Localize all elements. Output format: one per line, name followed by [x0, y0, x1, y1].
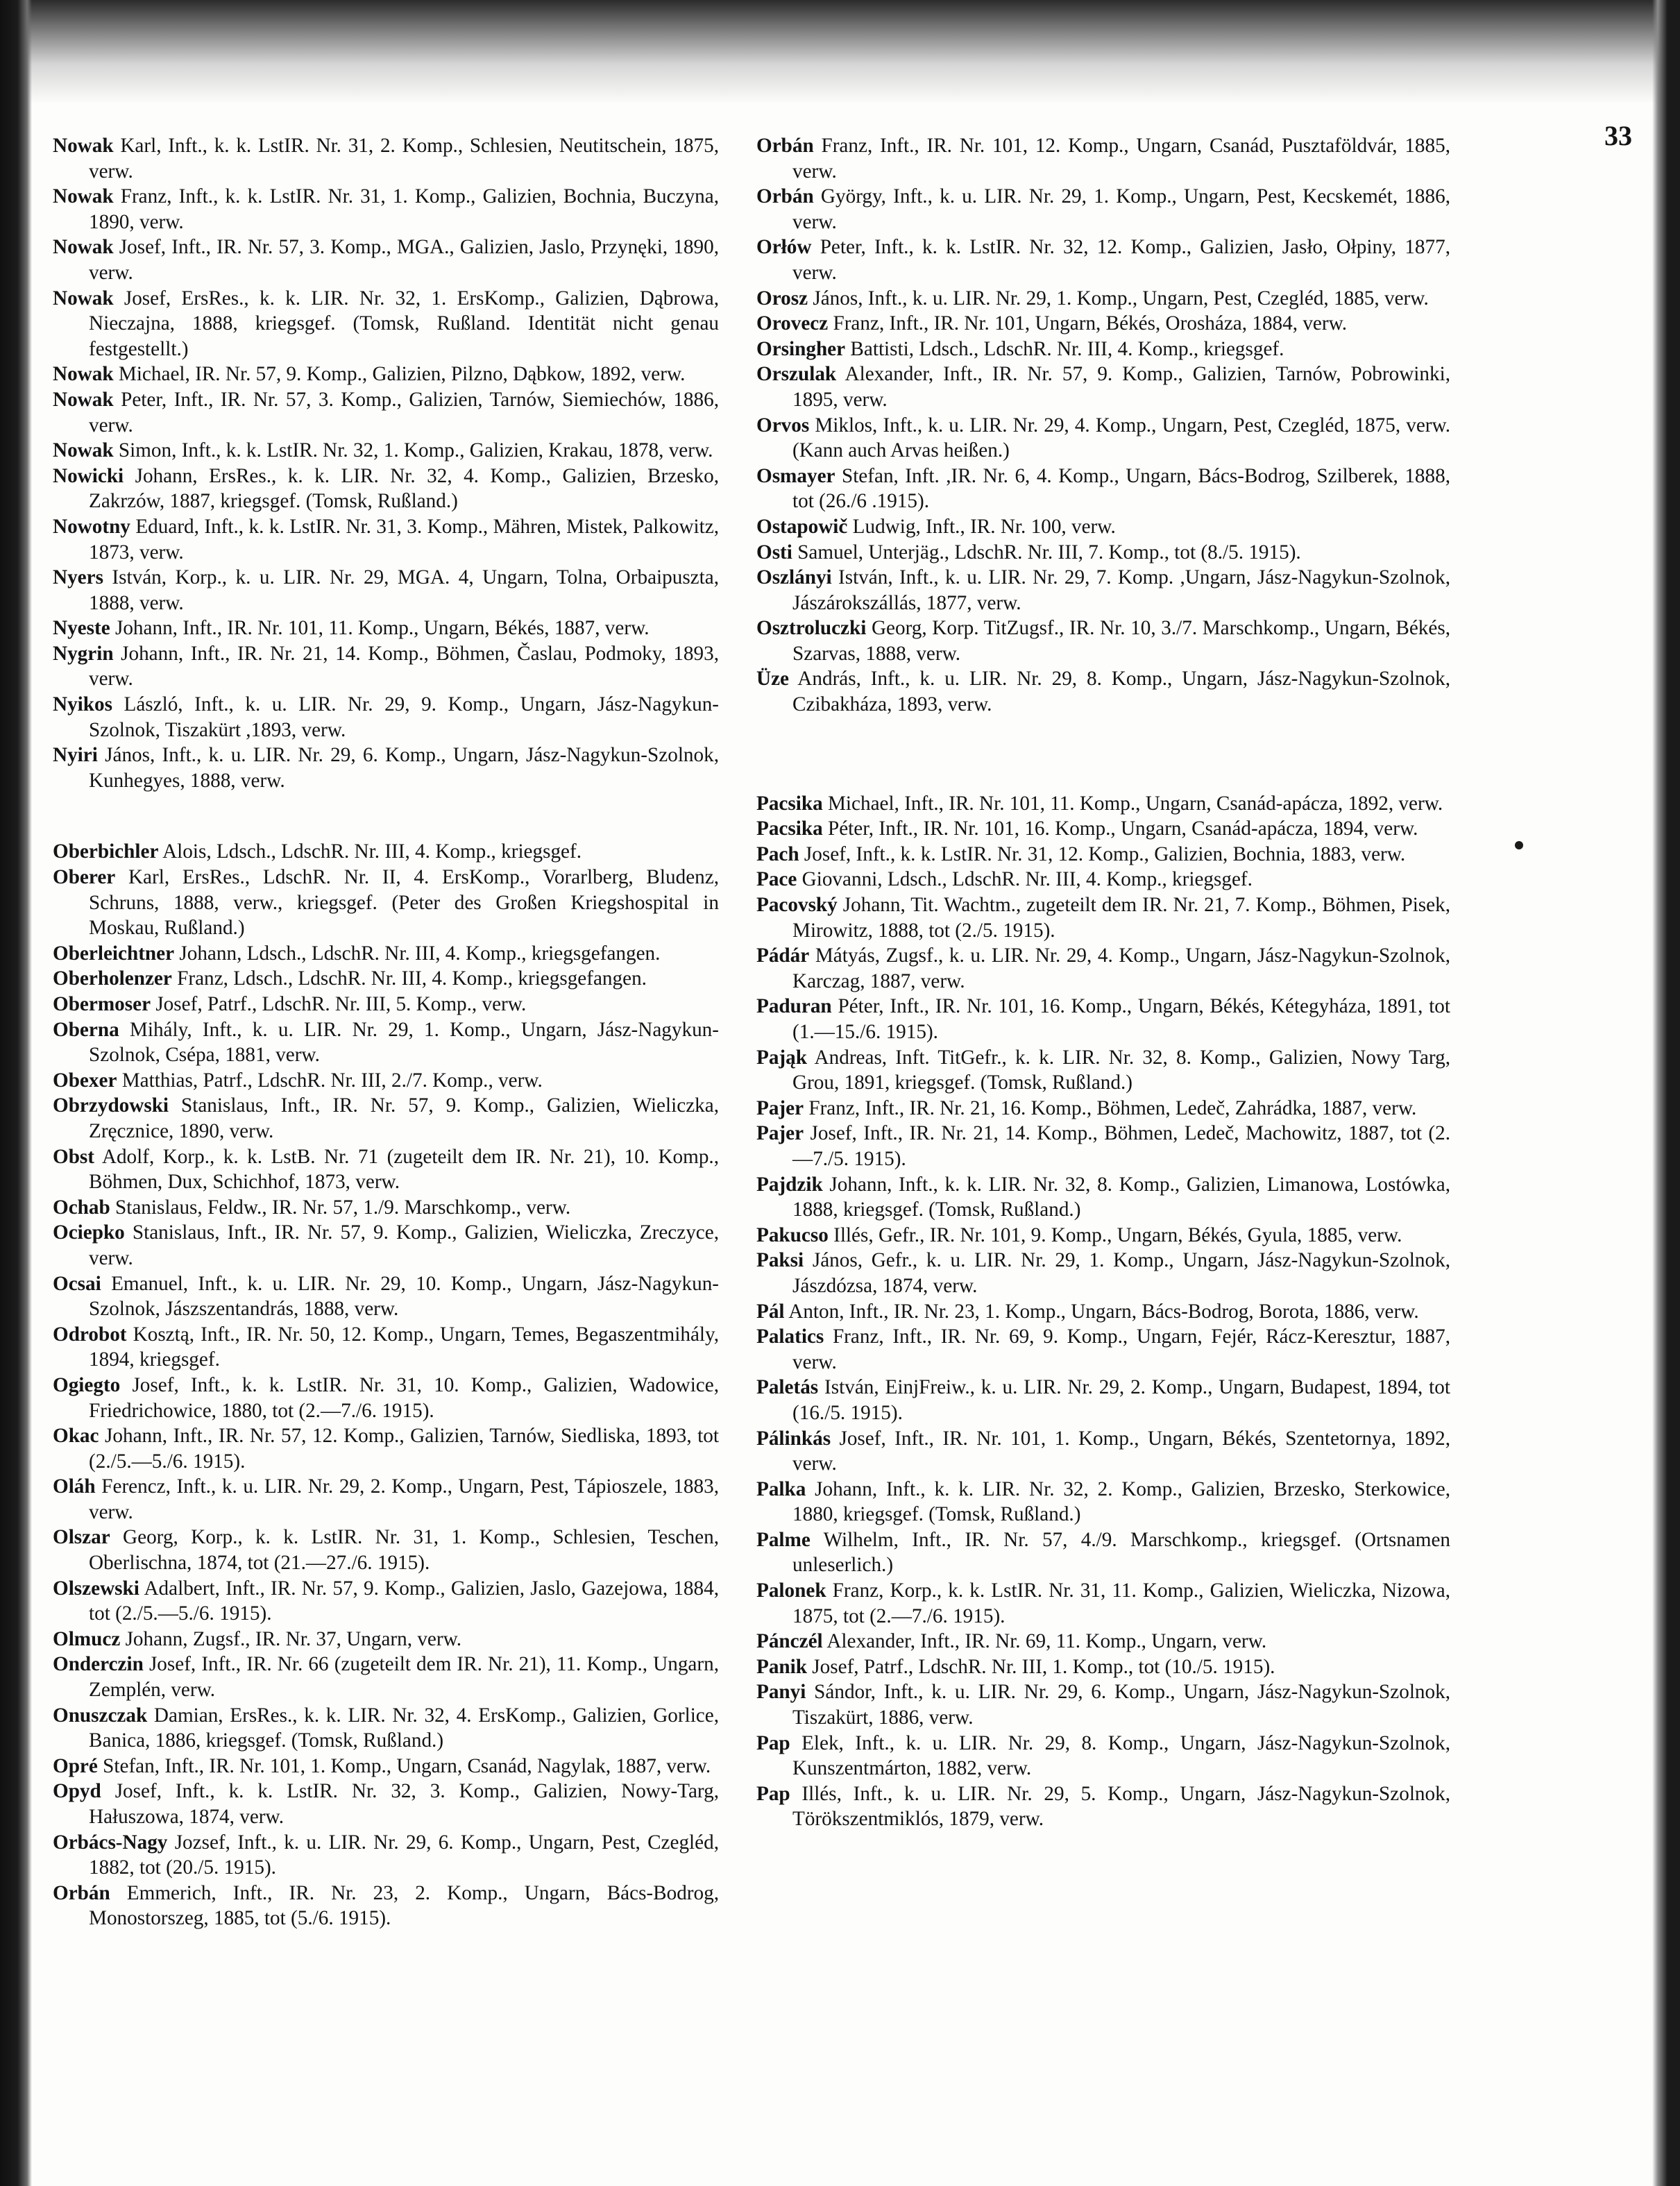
list-entry — [53, 966, 719, 992]
entry-details: Georg, Korp., k. k. LstIR. Nr. 31, 1. Komp., Schlesien, Teschen, Oberlischna, 1874, tot (21.—27./6. 1915). — [89, 1526, 719, 1575]
entry-surname: Pál — [756, 1300, 785, 1323]
entry-details: Josef, Inft., k. k. LstIR. Nr. 31, 10. Komp., Galizien, Wadowice, Friedrichowice, 1880, tot (2.—7./6. 1915). — [89, 1373, 720, 1422]
entry-surname: Pajer — [756, 1122, 804, 1145]
entry-details: Matthias, Patrf., LdschR. Nr. III, 2./7. Komp., verw. — [121, 1069, 543, 1092]
list-entry — [756, 1654, 1450, 1680]
list-entry — [53, 438, 719, 464]
entry-surname: Nowotny — [53, 515, 130, 538]
list-entry — [53, 1779, 719, 1829]
list-entry — [53, 1754, 719, 1779]
entry-surname: Pap — [756, 1731, 790, 1754]
list-entry — [53, 839, 719, 865]
list-entry — [53, 1881, 719, 1931]
entry-surname: Pajdzik — [756, 1173, 823, 1196]
entry-details: János, Gefr., k. u. LIR. Nr. 29, 1. Komp., Ungarn, Jász-Nagykun-Szolnok, Jászdózsa, 1874, verw. — [792, 1249, 1450, 1297]
list-entry — [756, 1527, 1450, 1578]
entry-surname: Pajer — [756, 1096, 804, 1119]
entry-details: Alois, Ldsch., LdschR. Nr. III, 4. Komp., kriegsgef. — [162, 840, 582, 863]
list-entry — [53, 1220, 719, 1271]
entry-details: Johann, Inft., IR. Nr. 21, 14. Komp., Böhmen, Časlau, Podmoky, 1893, verw. — [89, 642, 720, 690]
entry-details: Peter, Inft., k. k. LstIR. Nr. 32, 12. Komp., Galizien, Jasło, Ołpiny, 1877, verw. — [792, 236, 1450, 284]
entry-details: Karl, ErsRes., LdschR. Nr. II, 4. ErsKomp., Vorarlberg, Bludenz, Schruns, 1888, verw., kriegsgef. (Peter des Großen Kriegshospital in Moskau, Rußland.) — [89, 866, 719, 940]
list-entry — [756, 1223, 1450, 1248]
entry-details: Alexander, Inft., IR. Nr. 69, 11. Komp., Ungarn, verw. — [826, 1630, 1267, 1653]
entry-details: Franz, Inft., k. k. LstIR. Nr. 31, 1. Komp., Galizien, Bochnia, Buczyna, 1890, verw. — [89, 185, 720, 233]
entry-surname: Nowak — [53, 388, 114, 411]
list-entry — [756, 791, 1450, 817]
list-entry — [53, 235, 719, 285]
entry-surname: Orosz — [756, 287, 808, 310]
entry-surname: Oszlányi — [756, 566, 832, 589]
entry-surname: Nowak — [53, 236, 114, 259]
list-entry — [756, 311, 1450, 337]
list-entry — [756, 1121, 1450, 1171]
list-entry — [756, 1375, 1450, 1425]
entry-details: Péter, Inft., IR. Nr. 101, 16. Komp., Ungarn, Csanád-apácza, 1894, verw. — [827, 817, 1418, 840]
entry-surname: Opré — [53, 1754, 98, 1777]
list-entry — [53, 1017, 719, 1068]
entry-details: János, Inft., k. u. LIR. Nr. 29, 6. Komp., Ungarn, Jász-Nagykun-Szolnok, Kunhegyes, 1888, verw. — [89, 744, 720, 792]
list-entry — [53, 1830, 719, 1881]
entry-surname: Oberna — [53, 1018, 119, 1041]
list-entry — [53, 565, 719, 616]
entry-details: Peter, Inft., IR. Nr. 57, 3. Komp., Galizien, Tarnów, Siemiechów, 1886, verw. — [89, 388, 719, 437]
entry-details: Ludwig, Inft., IR. Nr. 100, verw. — [852, 515, 1116, 538]
entry-details: János, Inft., k. u. LIR. Nr. 29, 1. Komp., Ungarn, Pest, Czegléd, 1885, verw. — [813, 287, 1429, 310]
entry-details: Josef, Inft., IR. Nr. 57, 3. Komp., MGA., Galizien, Jaslo, Przynęki, 1890, verw. — [89, 236, 719, 284]
right-column — [756, 133, 1450, 1832]
entry-surname: Üze — [756, 668, 789, 690]
entry-details: Stanislaus, Feldw., IR. Nr. 57, 1./9. Marschkomp., verw. — [115, 1196, 571, 1219]
list-entry — [53, 1474, 719, 1525]
entry-surname: Ochab — [53, 1196, 110, 1219]
entry-group-n — [53, 133, 719, 793]
list-entry — [756, 184, 1450, 235]
entry-surname: Panyi — [756, 1681, 806, 1704]
entry-surname: Osztroluczki — [756, 617, 867, 640]
entry-surname: Pakucso — [756, 1223, 829, 1246]
entry-surname: Nowak — [53, 135, 114, 157]
entry-details: Josef, Patrf., LdschR. Nr. III, 5. Komp., verw. — [155, 993, 527, 1015]
entry-details: Michael, Inft., IR. Nr. 101, 11. Komp., Ungarn, Csanád-apácza, 1892, verw. — [827, 792, 1443, 815]
entry-details: Michael, IR. Nr. 57, 9. Komp., Galizien, Pilzno, Dąbkow, 1892, verw. — [118, 363, 686, 386]
list-entry — [53, 1195, 719, 1221]
entry-details: Ferencz, Inft., k. u. LIR. Nr. 29, 2. Komp., Ungarn, Pest, Tápioszele, 1883, verw. — [89, 1475, 719, 1523]
entry-details: Georg, Korp. TitZugsf., IR. Nr. 10, 3./7. Marschkomp., Ungarn, Békés, Szarvas, 1888, verw. — [792, 617, 1450, 665]
entry-surname: Pacsika — [756, 817, 823, 840]
list-entry — [53, 1322, 719, 1373]
entry-details: Illés, Inft., k. u. LIR. Nr. 29, 5. Komp., Ungarn, Jász-Nagykun-Szolnok, Törökszentmiklós, 1879, verw. — [792, 1782, 1451, 1831]
entry-details: Wilhelm, Inft., IR. Nr. 57, 4./9. Marschkomp., kriegsgef. (Ortsnamen unleserlich.) — [792, 1528, 1450, 1577]
list-entry — [756, 1248, 1450, 1298]
entry-details: Josef, Inft., IR. Nr. 101, 1. Komp., Ungarn, Békés, Szentetornya, 1892, verw. — [792, 1427, 1450, 1475]
list-entry — [53, 1576, 719, 1627]
entry-details: Sándor, Inft., k. u. LIR. Nr. 29, 6. Komp., Ungarn, Jász-Nagykun-Szolnok, Tiszakürt, 1886, verw. — [792, 1681, 1451, 1729]
entry-surname: Opyd — [53, 1780, 101, 1803]
entry-details: Giovanni, Ldsch., LdschR. Nr. III, 4. Komp., kriegsgef. — [801, 868, 1253, 891]
entry-surname: Osti — [756, 541, 792, 564]
list-entry — [53, 641, 719, 692]
entry-details: Anton, Inft., IR. Nr. 23, 1. Komp., Ungarn, Bács-Bodrog, Borota, 1886, verw. — [788, 1300, 1419, 1323]
entry-surname: Nyiri — [53, 744, 98, 767]
entry-surname: Odrobot — [53, 1323, 127, 1346]
entry-details: Mihály, Inft., k. u. LIR. Nr. 29, 1. Komp., Ungarn, Jász-Nagykun-Szolnok, Csépa, 1881, verw. — [89, 1018, 720, 1067]
entry-surname: Orovecz — [756, 312, 829, 335]
entry-details: István, Korp., k. u. LIR. Nr. 29, MGA. 4, Ungarn, Tolna, Orbaipuszta, 1888, verw. — [89, 566, 720, 614]
entry-details: Josef, ErsRes., k. k. LIR. Nr. 32, 1. ErsKomp., Galizien, Dąbrowa, Nieczajna, 1888, kriegsgef. (Tomsk, Rußland. Identität nicht genau festgestellt.) — [89, 287, 720, 360]
list-entry — [756, 1679, 1450, 1730]
entry-details: Johann, Inft., k. k. LIR. Nr. 32, 2. Komp., Galizien, Brzesko, Sterkowice, 1880, kriegsgef. (Tomsk, Rußland.) — [792, 1477, 1451, 1526]
entry-surname: Palatics — [756, 1325, 824, 1348]
list-entry — [756, 892, 1450, 943]
entry-details: Johann, Inft., IR. Nr. 57, 12. Komp., Galizien, Tarnów, Siedliska, 1893, tot (2./5.—5./6. 1915). — [89, 1425, 719, 1473]
entry-details: Franz, Inft., IR. Nr. 101, 12. Komp., Ungarn, Csanád, Pusztaföldvár, 1885, verw. — [792, 135, 1451, 183]
entry-surname: Oberleichtner — [53, 942, 175, 965]
group-separator — [53, 793, 719, 839]
entry-surname: Pánczél — [756, 1630, 823, 1653]
entry-surname: Paksi — [756, 1249, 804, 1272]
entry-surname: Obst — [53, 1145, 95, 1168]
entry-details: Karl, Inft., k. k. LstIR. Nr. 31, 2. Komp., Schlesien, Neutitschein, 1875, verw. — [89, 135, 720, 183]
entry-details: Stefan, Inft. ,IR. Nr. 6, 4. Komp., Ungarn, Bács-Bodrog, Szilberek, 1888, tot (26./6 .1915). — [792, 464, 1451, 513]
entry-surname: Nyikos — [53, 693, 112, 716]
entry-details: István, Inft., k. u. LIR. Nr. 29, 7. Komp. ,Ungarn, Jász-Nagykun-Szolnok, Jászárokszállás, 1877, verw. — [792, 566, 1450, 614]
scan-shadow-top — [0, 0, 1680, 104]
list-entry — [756, 1172, 1450, 1223]
entry-surname: Okac — [53, 1425, 99, 1448]
list-entry — [53, 464, 719, 514]
list-entry — [756, 1426, 1450, 1477]
entry-surname: Oberer — [53, 866, 116, 889]
entry-details: Adolf, Korp., k. k. LstB. Nr. 71 (zugeteilt dem IR. Nr. 21), 10. Komp., Böhmen, Dux, Schichhof, 1873, verw. — [89, 1145, 720, 1194]
entry-surname: Pálinkás — [756, 1427, 831, 1450]
entry-details: György, Inft., k. u. LIR. Nr. 29, 1. Komp., Ungarn, Pest, Kecskemét, 1886, verw. — [792, 185, 1450, 233]
entry-details: Battisti, Ldsch., LdschR. Nr. III, 4. Komp., kriegsgef. — [850, 337, 1284, 360]
entry-surname: Onderczin — [53, 1653, 144, 1676]
list-entry — [53, 387, 719, 438]
list-entry — [756, 413, 1450, 464]
list-entry — [756, 1578, 1450, 1629]
entry-details: Elek, Inft., k. u. LIR. Nr. 29, 8. Komp., Ungarn, Jász-Nagykun-Szolnok, Kunszentmárton, 1882, verw. — [792, 1731, 1450, 1780]
entry-details: Franz, Inft., IR. Nr. 69, 9. Komp., Ungarn, Fejér, Rácz-Keresztur, 1887, verw. — [792, 1325, 1451, 1373]
entry-details: Miklos, Inft., k. u. LIR. Nr. 29, 4. Komp., Ungarn, Pest, Czegléd, 1875, verw. (Kann auch Arvas heißen.) — [792, 414, 1450, 462]
list-entry — [53, 286, 719, 362]
list-entry — [53, 941, 719, 967]
entry-details: Damian, ErsRes., k. k. LIR. Nr. 32, 4. ErsKomp., Galizien, Gorlice, Banica, 1886, kriegsgef. (Tomsk, Rußland.) — [89, 1704, 720, 1752]
entry-details: Alexander, Inft., IR. Nr. 57, 9. Komp., Galizien, Tarnów, Pobrowinki, 1895, verw. — [792, 363, 1450, 411]
entry-details: Samuel, Unterjäg., LdschR. Nr. III, 7. Komp., tot (8./5. 1915). — [797, 541, 1301, 564]
entry-surname: Oláh — [53, 1475, 96, 1498]
list-entry — [756, 286, 1450, 312]
entry-surname: Pacovský — [756, 894, 838, 917]
entry-surname: Orbán — [53, 1881, 110, 1904]
list-entry — [756, 565, 1450, 616]
entry-details: Stefan, Inft., IR. Nr. 101, 1. Komp., Ungarn, Csanád, Nagylak, 1887, verw. — [103, 1754, 711, 1777]
entry-surname: Nyers — [53, 566, 103, 589]
entry-surname: Nowak — [53, 185, 114, 208]
entry-surname: Palme — [756, 1528, 811, 1551]
page-number: 33 — [1604, 120, 1632, 151]
entry-surname: Olszar — [53, 1526, 110, 1549]
entry-details: Eduard, Inft., k. k. LstIR. Nr. 31, 3. Komp., Mähren, Mistek, Palkowitz, 1873, verw. — [89, 515, 720, 564]
entry-surname: Olszewski — [53, 1577, 139, 1600]
entry-details: Johann, Ldsch., LdschR. Nr. III, 4. Komp., kriegsgefangen. — [179, 942, 661, 965]
entry-group-o — [53, 839, 719, 1931]
list-entry — [756, 337, 1450, 362]
list-entry — [53, 133, 719, 184]
entry-surname: Oberholenzer — [53, 967, 172, 990]
list-entry — [756, 1324, 1450, 1375]
list-entry — [756, 133, 1450, 184]
entry-surname: Nowak — [53, 287, 114, 310]
entry-details: Simon, Inft., k. k. LstIR. Nr. 32, 1. Komp., Galizien, Krakau, 1878, verw. — [118, 439, 713, 462]
entry-surname: Oberbichler — [53, 840, 159, 863]
entry-details: Franz, Inft., IR. Nr. 21, 16. Komp., Böhmen, Ledeč, Zahrádka, 1887, verw. — [808, 1096, 1417, 1119]
list-entry — [53, 1271, 719, 1322]
entry-details: Emanuel, Inft., k. u. LIR. Nr. 29, 10. Komp., Ungarn, Jász-Nagykun-Szolnok, Jászszentandrás, 1888, verw. — [89, 1272, 720, 1321]
entry-surname: Orbán — [756, 135, 814, 157]
entry-surname: Orsingher — [756, 337, 846, 360]
entry-details: István, EinjFreiw., k. u. LIR. Nr. 29, 2. Komp., Ungarn, Budapest, 1894, tot (16./5. 1915). — [792, 1376, 1450, 1424]
entry-surname: Orłów — [756, 236, 812, 259]
scan-shadow-right — [1652, 0, 1680, 2186]
list-entry — [756, 1731, 1450, 1781]
entry-details: Stanislaus, Inft., IR. Nr. 57, 9. Komp., Galizien, Wieliczka, Zręcznice, 1890, verw. — [89, 1094, 719, 1142]
entry-surname: Pace — [756, 868, 797, 891]
entry-surname: Pach — [756, 842, 799, 865]
entry-details: Johann, ErsRes., k. k. LIR. Nr. 32, 4. Komp., Galizien, Brzesko, Zakrzów, 1887, kriegsgef. (Tomsk, Rußland.) — [89, 464, 719, 513]
list-entry — [756, 867, 1450, 892]
list-entry — [756, 816, 1450, 842]
group-separator — [756, 718, 1450, 791]
entry-surname: Nyeste — [53, 617, 110, 640]
entry-surname: Paletás — [756, 1376, 819, 1399]
list-entry — [53, 1525, 719, 1575]
entry-details: Mátyás, Zugsf., k. u. LIR. Nr. 29, 4. Komp., Ungarn, Jász-Nagykun-Szolnok, Karczag, 1887, verw. — [792, 944, 1450, 992]
list-entry — [756, 666, 1450, 717]
entry-details: Péter, Inft., IR. Nr. 101, 16. Komp., Ungarn, Békés, Kétegyháza, 1891, tot (1.—15./6. 1915). — [792, 995, 1451, 1043]
list-entry — [53, 1093, 719, 1144]
entry-details: Stanislaus, Inft., IR. Nr. 57, 9. Komp., Galizien, Wieliczka, Zreczyce, verw. — [89, 1221, 720, 1269]
left-column — [53, 133, 719, 1931]
list-entry — [756, 1477, 1450, 1527]
entry-surname: Onuszczak — [53, 1704, 148, 1727]
entry-surname: Ogiegto — [53, 1373, 121, 1396]
entry-surname: Pająk — [756, 1046, 807, 1069]
list-entry — [756, 842, 1450, 867]
list-entry — [756, 235, 1450, 285]
entry-group-o-continued — [756, 133, 1450, 718]
entry-details: Jozsef, Inft., k. u. LIR. Nr. 29, 6. Komp., Ungarn, Pest, Czegléd, 1882, tot (20./5. 1915). — [89, 1831, 720, 1879]
list-entry — [53, 616, 719, 641]
entry-details: Illés, Gefr., IR. Nr. 101, 9. Komp., Ungarn, Békés, Gyula, 1885, verw. — [833, 1223, 1402, 1246]
entry-surname: Paduran — [756, 995, 832, 1018]
entry-surname: Orbán — [756, 185, 814, 208]
list-entry — [756, 1299, 1450, 1325]
list-entry — [756, 362, 1450, 412]
entry-details: Josef, Inft., IR. Nr. 21, 14. Komp., Böhmen, Ledeč, Machowitz, 1887, tot (2.—7./5. 1915). — [792, 1122, 1451, 1170]
list-entry — [53, 1068, 719, 1094]
entry-surname: Ociepko — [53, 1221, 125, 1244]
entry-surname: Obermoser — [53, 993, 151, 1015]
entry-surname: Orvos — [756, 414, 810, 437]
entry-surname: Nygrin — [53, 642, 114, 665]
entry-group-p — [756, 791, 1450, 1832]
entry-surname: Ostapowič — [756, 515, 848, 538]
list-entry — [53, 362, 719, 387]
list-entry — [756, 464, 1450, 514]
entry-surname: Nowak — [53, 363, 114, 386]
entry-surname: Palka — [756, 1477, 806, 1500]
scan-shadow-left — [0, 0, 32, 2186]
entry-surname: Palonek — [756, 1579, 826, 1602]
list-entry — [756, 943, 1450, 994]
entry-details: Adalbert, Inft., IR. Nr. 57, 9. Komp., Galizien, Jaslo, Gazejowa, 1884, tot (2./5.—5./6. 1915). — [89, 1577, 719, 1625]
entry-surname: Pádár — [756, 944, 810, 967]
entry-details: Kosztą, Inft., IR. Nr. 50, 12. Komp., Ungarn, Temes, Begaszentmihály, 1894, kriegsgef. — [89, 1323, 720, 1371]
entry-details: Johann, Inft., IR. Nr. 101, 11. Komp., Ungarn, Békés, 1887, verw. — [114, 617, 650, 640]
entry-details: Josef, Patrf., LdschR. Nr. III, 1. Komp., tot (10./5. 1915). — [812, 1655, 1275, 1678]
entry-details: Emmerich, Inft., IR. Nr. 23, 2. Komp., Ungarn, Bács-Bodrog, Monostorszeg, 1885, tot (5./6. 1915). — [89, 1881, 720, 1930]
list-entry — [53, 1652, 719, 1702]
entry-details: Franz, Korp., k. k. LstIR. Nr. 31, 11. Komp., Galizien, Wieliczka, Nizowa, 1875, tot (2.—7./6. 1915). — [792, 1579, 1450, 1627]
list-entry — [53, 184, 719, 235]
entry-details: László, Inft., k. u. LIR. Nr. 29, 9. Komp., Ungarn, Jász-Nagykun-Szolnok, Tiszakürt ,1893, verw. — [89, 693, 720, 741]
entry-details: Johann, Zugsf., IR. Nr. 37, Ungarn, verw. — [125, 1627, 462, 1650]
list-entry — [756, 1096, 1450, 1121]
entry-details: Josef, Inft., k. k. LstIR. Nr. 31, 12. Komp., Galizien, Bochnia, 1883, verw. — [804, 842, 1406, 865]
list-entry — [53, 1144, 719, 1195]
list-entry — [53, 992, 719, 1017]
entry-surname: Nowicki — [53, 464, 124, 487]
list-entry — [756, 1629, 1450, 1654]
entry-surname: Obexer — [53, 1069, 117, 1092]
list-entry — [53, 1373, 719, 1423]
entry-details: Johann, Inft., k. k. LIR. Nr. 32, 8. Komp., Galizien, Limanowa, Lostówka, 1888, kriegsgef. (Tomsk, Rußland.) — [792, 1173, 1450, 1221]
entry-surname: Orbács-Nagy — [53, 1831, 168, 1854]
list-entry — [53, 692, 719, 743]
entry-surname: Obrzydowski — [53, 1094, 169, 1117]
list-entry — [756, 1045, 1450, 1096]
list-entry — [53, 1703, 719, 1754]
list-entry — [756, 514, 1450, 540]
list-entry — [53, 1627, 719, 1652]
entry-surname: Panik — [756, 1655, 807, 1678]
list-entry — [53, 1423, 719, 1474]
margin-dot — [1515, 841, 1523, 849]
entry-details: Franz, Ldsch., LdschR. Nr. III, 4. Komp., kriegsgefangen. — [177, 967, 647, 990]
entry-details: Josef, Inft., IR. Nr. 66 (zugeteilt dem IR. Nr. 21), 11. Komp., Ungarn, Zemplén, verw. — [89, 1653, 719, 1702]
entry-surname: Pacsika — [756, 792, 823, 815]
entry-details: Franz, Inft., IR. Nr. 101, Ungarn, Békés, Orosháza, 1884, verw. — [833, 312, 1348, 335]
entry-details: Johann, Tit. Wachtm., zugeteilt dem IR. Nr. 21, 7. Komp., Böhmen, Pisek, Mirowitz, 1888, tot (2./5. 1915). — [792, 894, 1451, 942]
list-entry — [53, 743, 719, 793]
entry-surname: Orszulak — [756, 363, 837, 386]
list-entry — [756, 1781, 1450, 1832]
list-entry — [756, 994, 1450, 1044]
entry-details: András, Inft., k. u. LIR. Nr. 29, 8. Komp., Ungarn, Jász-Nagykun-Szolnok, Czibakháza, 1893, verw. — [792, 668, 1451, 716]
list-entry — [53, 865, 719, 941]
entry-surname: Olmucz — [53, 1627, 121, 1650]
entry-surname: Osmayer — [756, 464, 835, 487]
list-entry — [756, 540, 1450, 566]
entry-surname: Ocsai — [53, 1272, 101, 1295]
entry-surname: Pap — [756, 1782, 790, 1805]
list-entry — [53, 514, 719, 565]
list-entry — [756, 616, 1450, 666]
entry-details: Josef, Inft., k. k. LstIR. Nr. 32, 3. Komp., Galizien, Nowy-Targ, Hałuszowa, 1874, verw. — [89, 1780, 720, 1828]
entry-surname: Nowak — [53, 439, 114, 462]
entry-details: Andreas, Inft. TitGefr., k. k. LIR. Nr. 32, 8. Komp., Galizien, Nowy Targ, Grou, 1891, kriegsgef. (Tomsk, Rußland.) — [792, 1046, 1450, 1094]
